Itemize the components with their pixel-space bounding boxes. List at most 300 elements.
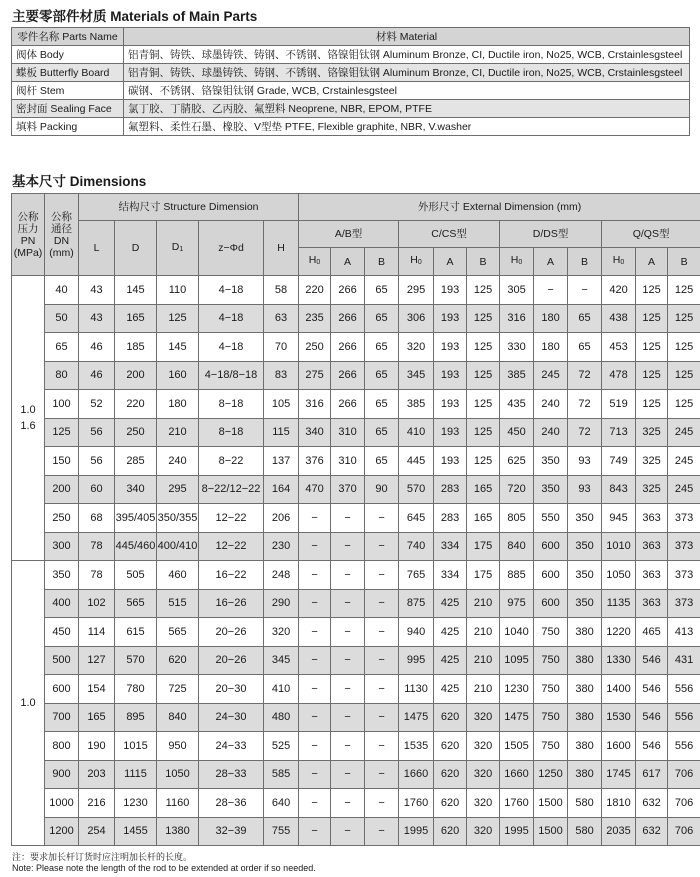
table-cell: 52: [79, 390, 115, 419]
table-cell: −: [365, 732, 399, 761]
table-cell: −: [331, 618, 365, 647]
materials-row: [12, 118, 690, 136]
table-cell: 625: [500, 447, 534, 476]
table-cell: 320: [467, 732, 500, 761]
table-cell: 420: [602, 276, 636, 305]
table-cell: 65: [365, 276, 399, 305]
pn-value: 1.0: [20, 404, 36, 416]
table-cell: 620: [434, 703, 467, 732]
table-cell: −: [365, 504, 399, 533]
table-cell: −: [331, 703, 365, 732]
table-cell: 350: [45, 561, 79, 590]
table-cell: 600: [45, 675, 79, 704]
table-cell: 320: [467, 760, 500, 789]
table-cell: 556: [668, 675, 700, 704]
table-row: [12, 333, 700, 362]
table-cell: 453: [602, 333, 636, 362]
table-cell: 20−30: [199, 675, 264, 704]
table-cell: 350: [568, 589, 602, 618]
table-cell: 316: [500, 304, 534, 333]
table-cell: 1745: [602, 760, 636, 789]
table-cell: 200: [45, 475, 79, 504]
table-cell: 480: [264, 703, 299, 732]
table-row: [12, 789, 700, 818]
table-cell: 1400: [602, 675, 636, 704]
table-cell: −: [299, 532, 331, 561]
header-b: B: [365, 248, 399, 276]
table-cell: 840: [500, 532, 534, 561]
table-cell: −: [365, 646, 399, 675]
material-value-cell: 铝青铜、铸铁、球墨铸铁、铸钢、不锈钢、铬镍钼钛钢 Aluminum Bronze, CI, Ductile iron, No25, WCB, Crstainlesgsteel: [124, 46, 690, 64]
material-part-cell: 阀杆 Stem: [12, 82, 124, 100]
table-cell: 755: [264, 817, 299, 846]
table-row: [12, 475, 700, 504]
table-cell: 1130: [399, 675, 434, 704]
table-cell: 550: [534, 504, 568, 533]
table-cell: 83: [264, 361, 299, 390]
table-cell: 805: [500, 504, 534, 533]
table-cell: 190: [79, 732, 115, 761]
table-cell: 706: [668, 760, 700, 789]
table-cell: 125: [157, 304, 199, 333]
table-cell: 373: [668, 532, 700, 561]
table-cell: 4−18: [199, 333, 264, 362]
table-cell: 245: [668, 418, 700, 447]
table-cell: 570: [115, 646, 157, 675]
header-a: A: [636, 248, 668, 276]
table-row: [12, 447, 700, 476]
table-cell: 125: [467, 361, 500, 390]
table-cell: 1015: [115, 732, 157, 761]
table-cell: 1230: [500, 675, 534, 704]
table-cell: 125: [668, 333, 700, 362]
table-row: [12, 304, 700, 333]
table-cell: 413: [668, 618, 700, 647]
table-cell: 1010: [602, 532, 636, 561]
table-cell: 1050: [157, 760, 199, 789]
table-cell: 4−18: [199, 276, 264, 305]
table-cell: 525: [264, 732, 299, 761]
table-cell: 1040: [500, 618, 534, 647]
table-cell: −: [365, 817, 399, 846]
table-cell: 65: [568, 304, 602, 333]
table-cell: 20−26: [199, 618, 264, 647]
table-cell: 706: [668, 817, 700, 846]
table-cell: −: [299, 732, 331, 761]
table-cell: 617: [636, 760, 668, 789]
table-cell: 125: [636, 333, 668, 362]
table-cell: 125: [636, 390, 668, 419]
table-cell: 380: [568, 732, 602, 761]
table-cell: 515: [157, 589, 199, 618]
table-cell: 1050: [602, 561, 636, 590]
table-row: [12, 646, 700, 675]
table-cell: 285: [115, 447, 157, 476]
table-row: [12, 760, 700, 789]
table-cell: 380: [568, 675, 602, 704]
header-group-qqs: Q/QS型: [602, 221, 700, 248]
table-cell: 266: [331, 276, 365, 305]
table-row: [12, 732, 700, 761]
table-cell: 200: [115, 361, 157, 390]
table-cell: 320: [399, 333, 434, 362]
table-cell: −: [331, 589, 365, 618]
materials-title: 主要零部件材质 Materials of Main Parts: [12, 9, 258, 24]
table-cell: 180: [534, 333, 568, 362]
table-cell: 8−22/12−22: [199, 475, 264, 504]
materials-table: [11, 27, 690, 136]
table-cell: 1220: [602, 618, 636, 647]
table-row: [12, 618, 700, 647]
table-cell: 46: [79, 361, 115, 390]
table-cell: 556: [668, 732, 700, 761]
table-cell: 1535: [399, 732, 434, 761]
table-cell: 250: [299, 333, 331, 362]
header-group-dds: D/DS型: [500, 221, 602, 248]
table-cell: 320: [264, 618, 299, 647]
table-cell: 1475: [500, 703, 534, 732]
table-cell: 165: [467, 475, 500, 504]
pn-cell: [12, 276, 45, 561]
header-a: A: [331, 248, 365, 276]
table-cell: 410: [264, 675, 299, 704]
table-cell: 478: [602, 361, 636, 390]
table-cell: 435: [500, 390, 534, 419]
header-d1-main: D: [171, 240, 180, 253]
table-cell: 620: [434, 732, 467, 761]
table-cell: 93: [568, 447, 602, 476]
table-cell: 1995: [500, 817, 534, 846]
note-english: Note: Please note the length of the rod to be extended at order if so needed.: [12, 863, 316, 873]
table-cell: 65: [45, 333, 79, 362]
table-cell: 2035: [602, 817, 636, 846]
table-cell: −: [365, 703, 399, 732]
table-cell: −: [299, 760, 331, 789]
table-cell: 248: [264, 561, 299, 590]
table-cell: 165: [79, 703, 115, 732]
table-cell: 24−33: [199, 732, 264, 761]
table-cell: 125: [467, 418, 500, 447]
table-cell: 70: [264, 333, 299, 362]
header-dn-line: 公称: [51, 210, 72, 223]
table-row: [12, 703, 700, 732]
table-cell: 640: [264, 789, 299, 818]
table-cell: 400/410: [157, 532, 199, 561]
table-cell: 445: [399, 447, 434, 476]
table-cell: −: [299, 589, 331, 618]
header-d1-sub: 1: [179, 245, 184, 253]
table-cell: −: [331, 561, 365, 590]
pn-value: 1.6: [20, 420, 36, 432]
table-cell: 310: [331, 418, 365, 447]
table-cell: −: [331, 675, 365, 704]
header-pn-line: PN: [20, 234, 36, 247]
table-cell: 373: [668, 504, 700, 533]
table-cell: 585: [264, 760, 299, 789]
table-cell: 8−22: [199, 447, 264, 476]
table-cell: 720: [500, 475, 534, 504]
table-cell: −: [299, 789, 331, 818]
table-cell: 125: [467, 333, 500, 362]
table-cell: 193: [434, 361, 467, 390]
table-cell: 373: [668, 589, 700, 618]
table-cell: 580: [568, 817, 602, 846]
table-cell: 193: [434, 304, 467, 333]
table-cell: 60: [79, 475, 115, 504]
table-cell: 165: [467, 504, 500, 533]
table-cell: 1500: [534, 817, 568, 846]
table-cell: 325: [636, 418, 668, 447]
table-row: [12, 532, 700, 561]
table-cell: 16−22: [199, 561, 264, 590]
table-cell: 165: [115, 304, 157, 333]
table-cell: 340: [299, 418, 331, 447]
table-cell: 320: [467, 789, 500, 818]
table-cell: −: [299, 561, 331, 590]
table-cell: 320: [467, 703, 500, 732]
table-cell: −: [299, 504, 331, 533]
table-cell: 245: [668, 475, 700, 504]
table-cell: 740: [399, 532, 434, 561]
table-row: [12, 589, 700, 618]
table-cell: 1135: [602, 589, 636, 618]
table-cell: 4−18: [199, 304, 264, 333]
table-cell: 505: [115, 561, 157, 590]
table-cell: 8−18: [199, 418, 264, 447]
table-cell: 230: [264, 532, 299, 561]
table-cell: 350/355: [157, 504, 199, 533]
table-cell: 425: [434, 618, 467, 647]
table-cell: −: [331, 760, 365, 789]
table-cell: 210: [467, 646, 500, 675]
table-cell: 193: [434, 447, 467, 476]
table-cell: 65: [365, 418, 399, 447]
table-cell: 80: [45, 361, 79, 390]
table-cell: 254: [79, 817, 115, 846]
table-cell: 546: [636, 675, 668, 704]
table-cell: 1505: [500, 732, 534, 761]
table-cell: 765: [399, 561, 434, 590]
table-row: [12, 276, 700, 305]
table-cell: −: [365, 675, 399, 704]
table-cell: 210: [467, 675, 500, 704]
table-cell: 749: [602, 447, 636, 476]
table-cell: 78: [79, 561, 115, 590]
table-cell: 600: [534, 561, 568, 590]
table-cell: 620: [157, 646, 199, 675]
table-cell: 125: [636, 276, 668, 305]
table-cell: 20−26: [199, 646, 264, 675]
table-cell: 283: [434, 475, 467, 504]
table-cell: 843: [602, 475, 636, 504]
table-cell: 127: [79, 646, 115, 675]
table-cell: 1000: [45, 789, 79, 818]
table-cell: 1810: [602, 789, 636, 818]
table-cell: 78: [79, 532, 115, 561]
table-cell: 363: [636, 561, 668, 590]
table-cell: −: [365, 789, 399, 818]
table-cell: 240: [534, 390, 568, 419]
table-cell: 1660: [399, 760, 434, 789]
table-cell: −: [299, 675, 331, 704]
table-cell: 450: [500, 418, 534, 447]
table-cell: 266: [331, 390, 365, 419]
header-b: B: [467, 248, 500, 276]
table-cell: 245: [534, 361, 568, 390]
table-cell: 115: [264, 418, 299, 447]
table-cell: 620: [434, 817, 467, 846]
table-cell: 334: [434, 532, 467, 561]
table-cell: 340: [115, 475, 157, 504]
table-cell: −: [365, 589, 399, 618]
table-cell: 125: [636, 304, 668, 333]
table-cell: 72: [568, 418, 602, 447]
table-cell: −: [534, 276, 568, 305]
header-a: A: [434, 248, 467, 276]
table-cell: 1530: [602, 703, 636, 732]
table-cell: −: [331, 532, 365, 561]
table-cell: 1760: [399, 789, 434, 818]
table-cell: −: [365, 532, 399, 561]
table-cell: 556: [668, 703, 700, 732]
table-cell: 600: [534, 589, 568, 618]
table-cell: 1455: [115, 817, 157, 846]
table-cell: 206: [264, 504, 299, 533]
table-cell: 750: [534, 618, 568, 647]
header-pn-line: 压力: [17, 222, 39, 235]
table-cell: 431: [668, 646, 700, 675]
table-cell: 1380: [157, 817, 199, 846]
table-cell: 425: [434, 589, 467, 618]
header-h0-sub: 0: [316, 259, 321, 266]
table-cell: 50: [45, 304, 79, 333]
header-a: A: [534, 248, 568, 276]
header-dn: [45, 194, 79, 276]
header-structure: 结构尺寸 Structure Dimension: [79, 194, 299, 221]
dims-header-row-2: [12, 221, 700, 248]
materials-row: [12, 64, 690, 82]
table-cell: 4−18/8−18: [199, 361, 264, 390]
table-cell: 1760: [500, 789, 534, 818]
table-row: [12, 817, 700, 846]
table-cell: 240: [157, 447, 199, 476]
table-cell: 175: [467, 561, 500, 590]
table-row: [12, 675, 700, 704]
header-h: H: [264, 221, 299, 276]
table-cell: 125: [467, 390, 500, 419]
table-cell: 40: [45, 276, 79, 305]
table-cell: 363: [636, 589, 668, 618]
table-cell: 72: [568, 390, 602, 419]
table-cell: −: [365, 760, 399, 789]
table-cell: 266: [331, 333, 365, 362]
table-row: [12, 418, 700, 447]
table-cell: 380: [568, 646, 602, 675]
table-cell: 975: [500, 589, 534, 618]
table-cell: 193: [434, 418, 467, 447]
table-cell: 376: [299, 447, 331, 476]
header-pn-line: (MPa): [13, 246, 43, 259]
header-external: 外形尺寸 External Dimension (mm): [299, 194, 700, 221]
header-b: B: [668, 248, 700, 276]
table-cell: 210: [467, 589, 500, 618]
table-cell: 725: [157, 675, 199, 704]
header-h0-main: H: [612, 254, 621, 266]
table-cell: 266: [331, 304, 365, 333]
table-cell: 105: [264, 390, 299, 419]
table-cell: 1600: [602, 732, 636, 761]
table-cell: 1660: [500, 760, 534, 789]
table-cell: −: [331, 504, 365, 533]
table-cell: 125: [668, 304, 700, 333]
dimensions-table: [11, 193, 700, 846]
table-cell: −: [331, 732, 365, 761]
table-cell: 56: [79, 447, 115, 476]
table-cell: 900: [45, 760, 79, 789]
table-cell: 620: [434, 760, 467, 789]
table-cell: 310: [331, 447, 365, 476]
table-cell: −: [568, 276, 602, 305]
dims-header-row-1: [12, 194, 700, 221]
table-cell: 220: [115, 390, 157, 419]
table-cell: 305: [500, 276, 534, 305]
header-l: L: [79, 221, 115, 276]
table-cell: 373: [668, 561, 700, 590]
header-h0-main: H: [308, 254, 317, 266]
header-group-ab: A/B型: [299, 221, 399, 248]
table-row: [12, 361, 700, 390]
table-cell: 1115: [115, 760, 157, 789]
dimensions-title: 基本尺寸 Dimensions: [12, 174, 147, 189]
table-cell: 125: [636, 361, 668, 390]
table-cell: 645: [399, 504, 434, 533]
table-cell: 180: [157, 390, 199, 419]
table-cell: 235: [299, 304, 331, 333]
table-cell: 370: [331, 475, 365, 504]
table-cell: 320: [467, 817, 500, 846]
table-cell: 840: [157, 703, 199, 732]
table-cell: 546: [636, 732, 668, 761]
table-cell: 425: [434, 675, 467, 704]
table-cell: 137: [264, 447, 299, 476]
table-cell: 519: [602, 390, 636, 419]
table-cell: 750: [534, 703, 568, 732]
table-cell: 945: [602, 504, 636, 533]
header-zd: z−Φd: [199, 221, 264, 276]
table-cell: 350: [534, 475, 568, 504]
table-cell: 65: [365, 361, 399, 390]
table-row: [12, 561, 700, 590]
table-row: [12, 504, 700, 533]
table-cell: 885: [500, 561, 534, 590]
header-dn-line: (mm): [49, 246, 74, 259]
table-cell: 410: [399, 418, 434, 447]
table-cell: 713: [602, 418, 636, 447]
header-d: D: [115, 221, 157, 276]
header-pn-line: 公称: [17, 210, 39, 223]
pn-value: 1.0: [20, 697, 36, 709]
materials-body: [12, 46, 690, 136]
table-cell: 185: [115, 333, 157, 362]
header-group-ccs: C/CS型: [399, 221, 500, 248]
table-cell: 875: [399, 589, 434, 618]
table-cell: 125: [467, 447, 500, 476]
table-cell: 16−26: [199, 589, 264, 618]
table-cell: −: [331, 646, 365, 675]
table-cell: 445/460: [115, 532, 157, 561]
table-cell: 395/405: [115, 504, 157, 533]
material-value-cell: 氯丁胶、丁腈胶、乙丙胶、氟塑料 Neoprene, NBR, EPOM, PTFE: [124, 100, 690, 118]
